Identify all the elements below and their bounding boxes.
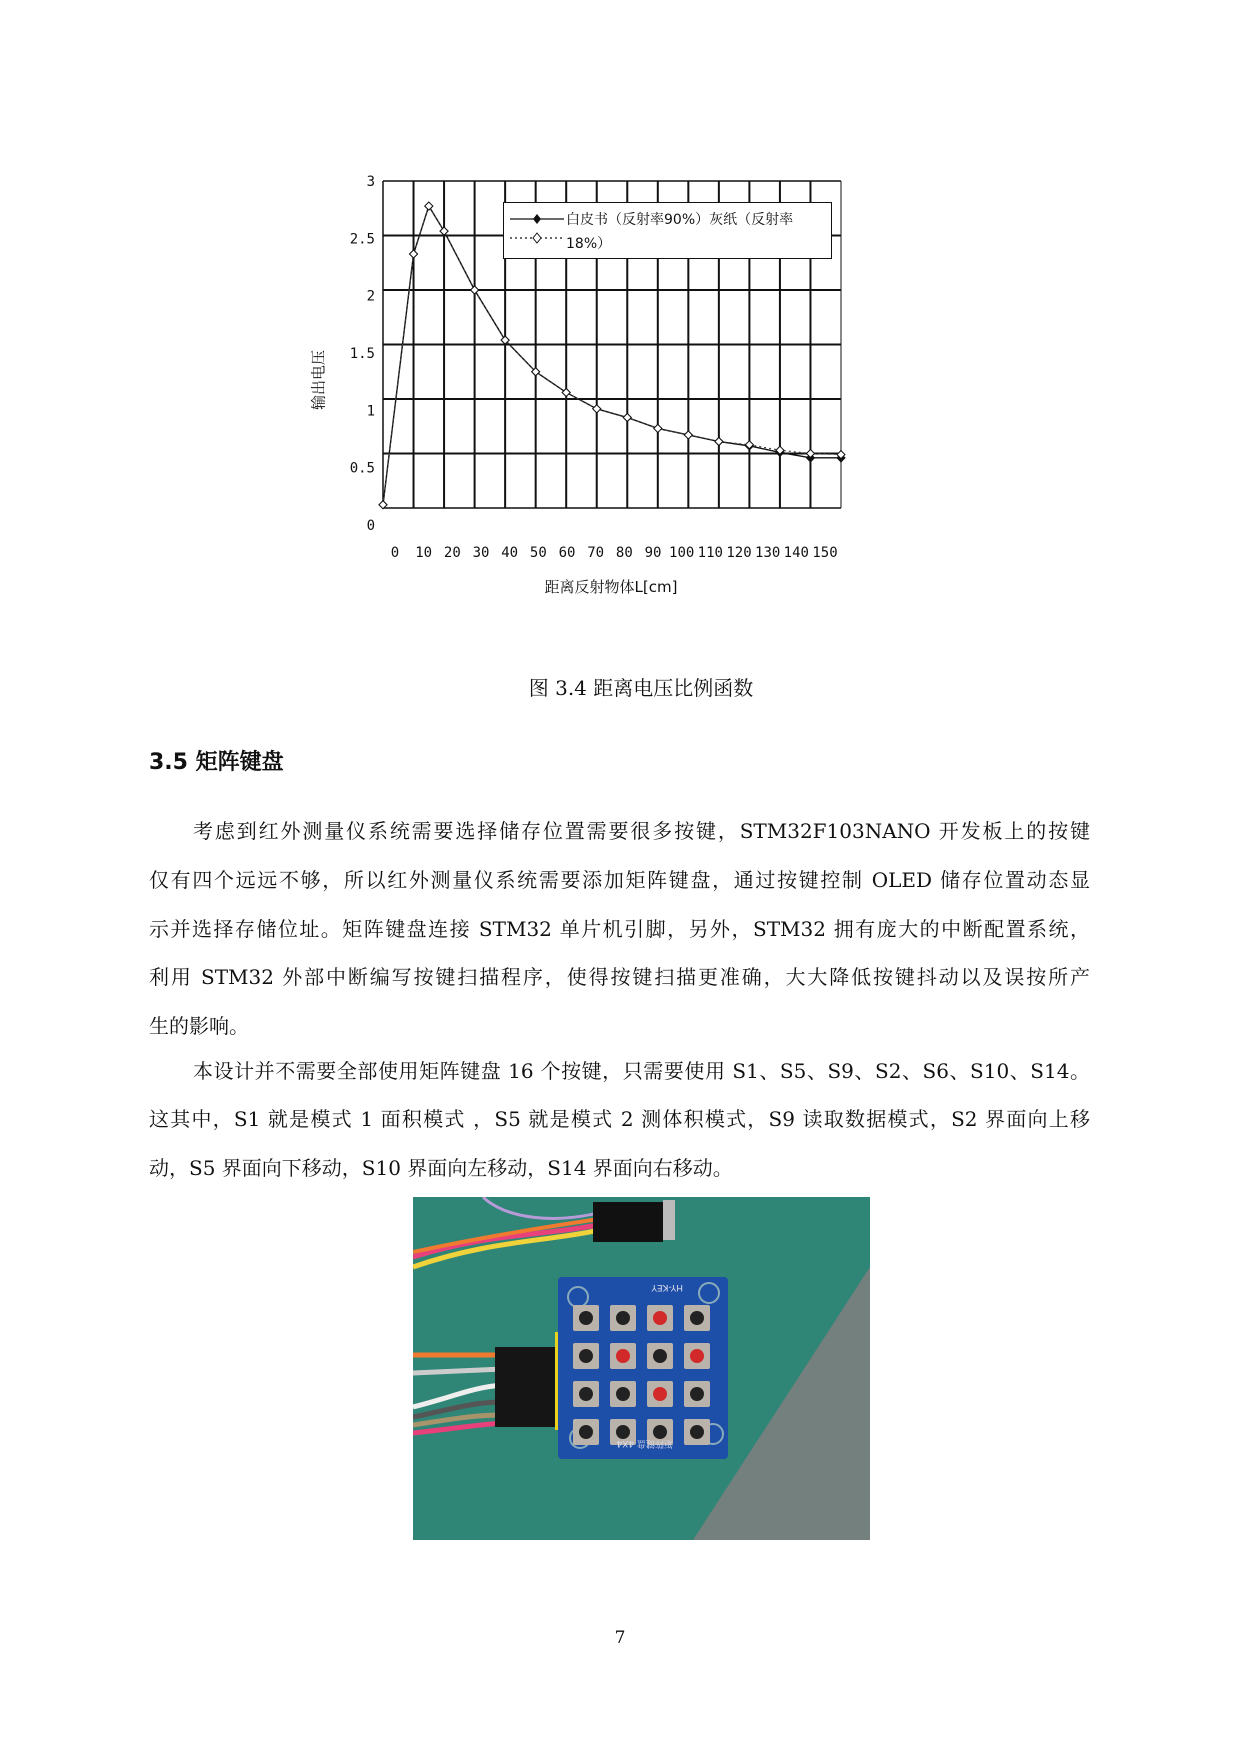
legend-line-2: 18%） [566, 236, 612, 252]
figure-caption: 图 3.4 距离电压比例函数 [528, 676, 754, 700]
keypad-button-cap [616, 1387, 630, 1401]
keypad-button-cap [690, 1349, 704, 1363]
data-point-series-2 [654, 424, 662, 432]
data-point-series-2 [410, 250, 418, 258]
data-point-series-2 [623, 414, 631, 422]
x-tick-label: 0 [390, 545, 400, 561]
y-tick-label: 2.5 [349, 231, 375, 248]
x-tick-label: 110 [697, 545, 723, 561]
x-tick-label: 90 [644, 545, 662, 561]
keypad-button-cap [653, 1311, 667, 1325]
x-tick-label: 130 [755, 545, 781, 561]
keypad-button-cap [579, 1387, 593, 1401]
data-point-series-2 [562, 388, 570, 396]
paragraph-line: 生的影响。 [149, 1014, 249, 1038]
paragraph-line: 这其中，S1 就是模式 1 面积模式 ，S5 就是模式 2 测体积模式，S9 读取数据模式，S2 界面向上移 [149, 1107, 1090, 1131]
y-tick-label: 1 [366, 403, 375, 420]
keypad-button-cap [579, 1349, 593, 1363]
legend-line-1: 白皮书（反射率90%）灰纸（反射率 [566, 212, 794, 228]
x-axis-label: 距离反射物体L[cm] [544, 578, 678, 596]
x-tick-label: 20 [443, 545, 461, 561]
data-point-series-2 [440, 227, 448, 235]
keypad-button-cap [653, 1387, 667, 1401]
x-tick-label: 30 [472, 545, 490, 561]
keypad-photo-drawing [413, 1197, 870, 1540]
y-tick-label: 1.5 [349, 346, 375, 362]
filled-diamond-marker-icon [533, 214, 541, 224]
x-tick-label: 70 [587, 545, 605, 561]
x-tick-label: 80 [615, 545, 633, 561]
y-tick-label: 0.5 [349, 460, 375, 477]
paragraph-line: 动，S5 界面向下移动，S10 界面向左移动，S14 界面向右移动。 [149, 1156, 733, 1180]
data-point-series-2 [425, 202, 433, 210]
keypad-button-cap [579, 1311, 593, 1325]
x-tick-label: 120 [726, 545, 752, 561]
x-tick-label: 100 [669, 545, 695, 561]
data-point-series-2 [593, 405, 601, 413]
connector-top [593, 1202, 663, 1242]
keypad-button-cap [616, 1425, 630, 1439]
section-heading: 3.5 矩阵键盘 [149, 750, 284, 775]
keypad-button-cap [653, 1425, 667, 1439]
x-tick-label: 40 [501, 545, 519, 561]
keypad-button-cap [653, 1349, 667, 1363]
connector-side [495, 1347, 555, 1427]
page-number: 7 [614, 1628, 626, 1648]
paragraph-line: 考虑到红外测量仪系统需要选择储存位置需要很多按键，STM32F103NANO 开发板上的按键 [193, 819, 1090, 843]
keypad-button-cap [616, 1349, 630, 1363]
x-tick-label: 50 [529, 545, 547, 561]
chart-legend [503, 202, 832, 259]
board-label: HY-KEY [651, 1282, 683, 1292]
x-tick-label: 140 [783, 545, 809, 561]
data-point-series-2 [715, 438, 723, 446]
x-tick-label: 150 [812, 545, 838, 561]
paragraph-line: 仅有四个远远不够，所以红外测量仪系统需要添加矩阵键盘，通过按键控制 OLED 储存位置动态显 [149, 868, 1090, 892]
keypad-button-cap [690, 1425, 704, 1439]
x-tick-label: 60 [558, 545, 576, 561]
keypad-button-cap [690, 1311, 704, 1325]
open-diamond-marker-icon [533, 233, 541, 243]
y-tick-label: 2 [366, 288, 375, 305]
keypad-button-cap [690, 1387, 704, 1401]
x-tick-label: 10 [415, 545, 433, 561]
y-tick-label: 3 [366, 174, 375, 190]
keypad-photo [413, 1197, 870, 1540]
y-axis-label: 输出电压 [309, 349, 328, 411]
y-tick-label: 0 [366, 518, 375, 534]
paragraph-line: 本设计并不需要全部使用矩阵键盘 16 个按键，只需要使用 S1、S5、S9、S2、S6、S10、S14。 [193, 1059, 1090, 1083]
data-point-series-2 [471, 286, 479, 294]
paragraph-line: 利用 STM32 外部中断编写按键扫描程序，使得按键扫描更准确，大大降低按键抖动以及误按所产 [149, 965, 1090, 989]
keypad-button-cap [616, 1311, 630, 1325]
data-point-series-2 [684, 431, 692, 439]
keypad-button-cap [579, 1425, 593, 1439]
paragraph-line: 示并选择存储位址。矩阵键盘连接 STM32 单片机引脚，另外，STM32 拥有庞大的中断配置系统， [149, 917, 1090, 941]
legend-swatches [508, 209, 566, 249]
board-bottom-label: 矩阵键盘 4X4 [616, 1438, 673, 1448]
